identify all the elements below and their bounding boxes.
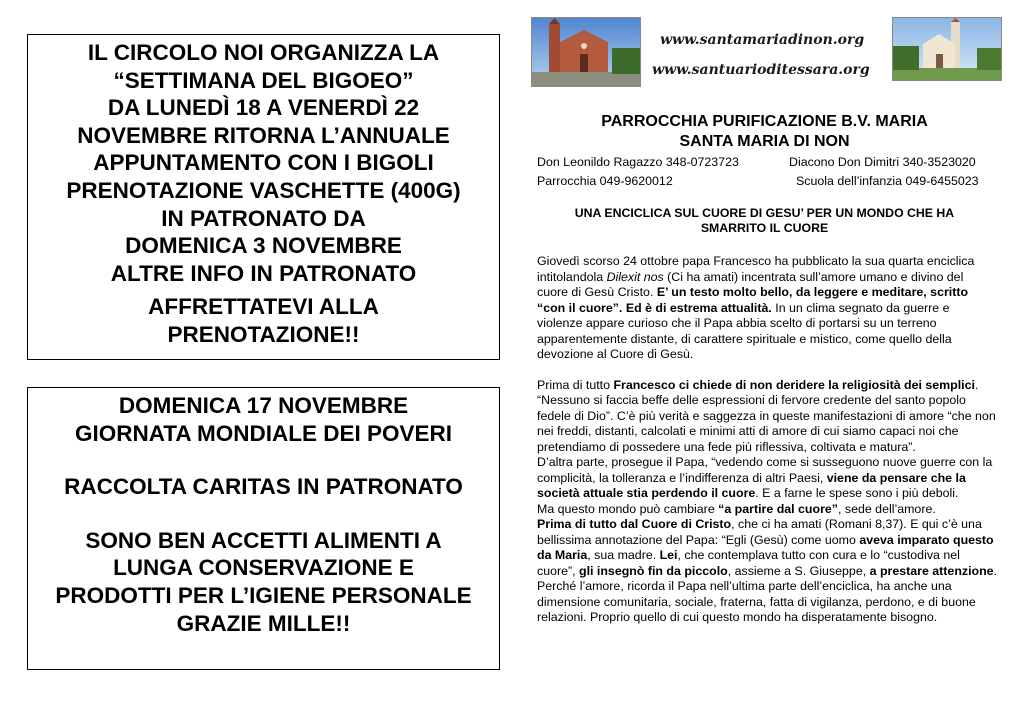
poor-day-box [27,387,500,670]
box1-line: ALTRE INFO IN PATRONATO [110,260,417,286]
contact-parish: Parrocchia 049-9620012 [537,174,673,188]
article-title-line: SMARRITO IL CUORE [700,221,829,235]
parish-location: SANTA MARIA DI NON [679,133,850,150]
article-paragraph: Ma questo mondo può cambiare “a partire dal cuore”, sede dell’amore. [537,501,936,516]
contact-school: Scuola dell’infanzia 049-6455023 [796,174,979,188]
article-title-line: UNA ENCICLICA SUL CUORE DI GESU’ PER UN MONDO CHE HA [574,206,955,220]
box2-thanks: GRAZIE MILLE!! [176,610,351,636]
box2-date: DOMENICA 17 NOVEMBRE [118,393,409,418]
article-paragraph: Prima di tutto Francesco ci chiede di non deridere la religiosità dei semplici. “Nessuno si faccia beffe delle espressioni di fervore credente del santo popolo fedele di Dio”. C’è più verità e saggezza in queste manifestazioni di amore “che non nei freddi, distanti, calcolati e minimi atti di amore di cui siamo capaci noi che pretendiamo di possedere una fede più riflessiva, coltivata e matura”. [537,377,996,454]
parish-name: PARROCCHIA PURIFICAZIONE B.V. MARIA [601,113,928,130]
website-link[interactable]: www.santamariadinon.org [660,32,865,48]
box2-heading: GIORNATA MONDIALE DEI POVERI [74,420,453,446]
box1-line: DA LUNEDÌ 18 A VENERDÌ 22 [107,95,420,121]
box2-line: PRODOTTI PER L’IGIENE PERSONALE [55,582,472,608]
bigoli-event-box [27,34,500,360]
church-photo-left [531,17,641,87]
article-title [527,206,1002,236]
contact-priest: Don Leonildo Ragazzo 348-0723723 [537,155,739,169]
parish-title [527,112,1002,152]
box2-collection: RACCOLTA CARITAS IN PATRONATO [64,474,463,500]
box1-line: PRENOTAZIONE VASCHETTE (400G) [66,177,461,203]
box1-line: IL CIRCOLO NOI ORGANIZZA LA [87,40,440,65]
sanctuary-photo-right [892,17,1002,81]
box1-line: IN PATRONATO DA [161,205,366,231]
contact-deacon: Diacono Don Dimitri 340-3523020 [789,155,976,169]
box2-line: LUNGA CONSERVAZIONE E [113,555,414,581]
box2-line: SONO BEN ACCETTI ALIMENTI A [85,527,442,553]
box1-line: APPUNTAMENTO CON I BIGOLI [93,150,434,176]
website-link[interactable]: www.santuarioditessara.org [652,62,870,78]
box1-line: DOMENICA 3 NOVEMBRE [125,233,402,259]
box1-cta: AFFRETTATEVI ALLA [148,294,379,320]
box1-line: “SETTIMANA DEL BIGOEO” [113,67,414,93]
article-paragraph: Prima di tutto dal Cuore di Cristo, che ci ha amati (Romani 8,37). E qui c’è una bellissima annotazione del Papa: “Egli (Gesù) come uomo aveva imparato questo da Maria, sua madre. Lei, che contemplava tutto con cura e lo “custodiva nel cuore”, gli insegnò fin da piccolo, assieme a S. Giuseppe, a prestare attenzione. Perché l’amore, ricorda il Papa nell’ultima parte dell’enciclica, ha anche una dimensione comunitaria, sociale, fraterna, fatta di vigilanza, perdono, e di buone relazioni. Proprio quello di cui questo mondo ha disperatamente bisogno. [537,517,998,624]
article-paragraph: D’altra parte, prosegue il Papa, “vedendo come si susseguono nuove guerre con la complicità, la tolleranza e l’indifferenza di altri Paesi, viene da pensare che la società attuale stia perdendo il cuore. E a farne le spese sono i più deboli. [537,455,993,500]
article-paragraph: Giovedì scorso 24 ottobre papa Francesco ha pubblicato la sua quarta enciclica intitolandola Dilexit nos (Ci ha amati) incentrata sull’amore umano e divino del cuore di Gesù Cristo. E’ un testo molto bello, da leggere e meditare, scritto “con il cuore”. Ed è di estrema attualità. In un clima segnato da guerre e violenze appare curioso che il Papa abbia scelto di portarsi su un terreno apparentemente distante, di carattere spirituale e mistico, come quello della devozione al Cuore di Gesù. [537,254,975,361]
box1-cta: PRENOTAZIONE!! [167,321,360,347]
box1-line: NOVEMBRE RITORNA L’ANNUALE [77,122,450,148]
article-body [537,254,997,626]
